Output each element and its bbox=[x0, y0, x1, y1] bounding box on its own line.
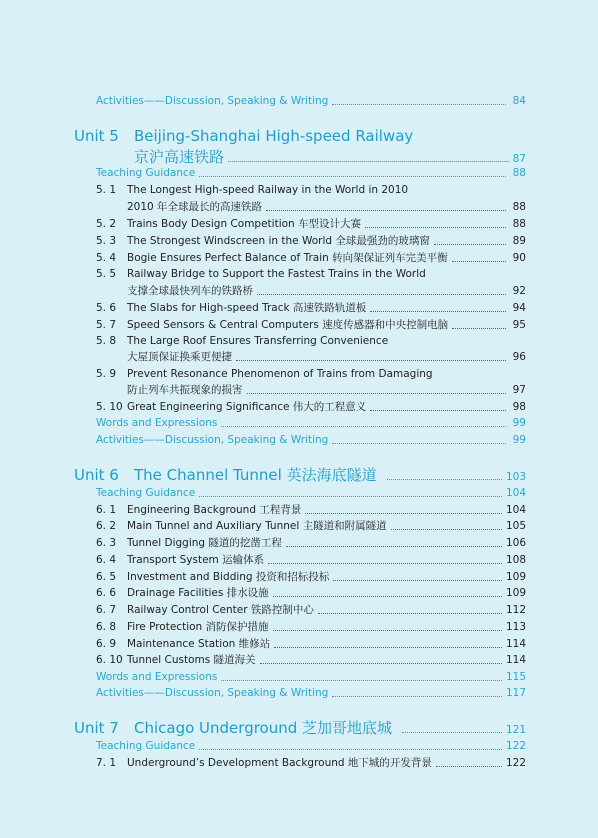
section-number: 6. 7 bbox=[96, 604, 117, 616]
toc-label: Teaching Guidance bbox=[96, 487, 196, 499]
dot-leader bbox=[436, 766, 502, 767]
toc-label: Words and Expressions bbox=[96, 417, 218, 429]
dot-leader bbox=[318, 613, 502, 614]
toc-entry[interactable] bbox=[96, 334, 526, 348]
unit-number: Unit 7 bbox=[74, 719, 119, 737]
section-number: 6. 9 bbox=[96, 638, 117, 650]
page-number: 95 bbox=[512, 319, 526, 331]
dot-leader bbox=[274, 647, 502, 648]
section-number: 7. 1 bbox=[96, 757, 117, 769]
dot-leader bbox=[452, 261, 506, 262]
toc-entry-continued[interactable] bbox=[96, 200, 526, 214]
section-number: 5. 8 bbox=[96, 335, 117, 347]
dot-leader bbox=[260, 663, 502, 664]
unit-heading[interactable] bbox=[74, 466, 526, 484]
page-number: 105 bbox=[505, 520, 526, 532]
section-number: 6. 4 bbox=[96, 554, 117, 566]
toc-entry[interactable] bbox=[96, 586, 526, 600]
page-number: 89 bbox=[512, 235, 526, 247]
dot-leader bbox=[257, 294, 506, 295]
section-number: 5. 1 bbox=[96, 184, 117, 196]
toc-entry[interactable] bbox=[96, 756, 526, 770]
toc-label-cn: 防止列车共振现象的损害 bbox=[127, 384, 243, 396]
page-number: 112 bbox=[505, 604, 526, 616]
page-number: 104 bbox=[505, 504, 526, 516]
toc-entry-continued[interactable] bbox=[96, 350, 526, 364]
toc-entry[interactable] bbox=[96, 217, 526, 231]
section-number: 5. 3 bbox=[96, 235, 117, 247]
section-number: 5. 6 bbox=[96, 302, 117, 314]
toc-label: Bogie Ensures Perfect Balance of Train 转向架保证列车完美平衡 bbox=[127, 252, 448, 264]
toc-entry[interactable] bbox=[96, 553, 526, 567]
dot-leader bbox=[305, 513, 502, 514]
page-number: 99 bbox=[512, 434, 526, 446]
page-number: 122 bbox=[505, 740, 526, 752]
page-number: 121 bbox=[505, 724, 526, 736]
page-number: 113 bbox=[505, 621, 526, 633]
dot-leader bbox=[273, 630, 502, 631]
toc-label: Activities——Discussion, Speaking & Writing bbox=[96, 434, 329, 446]
toc-entry[interactable] bbox=[96, 251, 526, 265]
unit-heading[interactable] bbox=[74, 127, 413, 145]
toc-label: The Longest High-speed Railway in the World in 2010 bbox=[127, 184, 409, 196]
toc-label: Prevent Resonance Phenomenon of Trains from Damaging bbox=[127, 368, 433, 380]
toc-entry[interactable] bbox=[96, 519, 526, 533]
dot-leader bbox=[452, 328, 506, 329]
toc-label: Fire Protection 消防保护措施 bbox=[127, 621, 269, 633]
toc-label: Investment and Bidding 投资和招标投标 bbox=[127, 571, 330, 583]
toc-entry[interactable] bbox=[96, 603, 526, 617]
toc-entry[interactable] bbox=[96, 267, 526, 281]
toc-label: Speed Sensors & Central Computers 速度传感器和中央控制电脑 bbox=[127, 319, 449, 331]
page-number: 88 bbox=[512, 218, 526, 230]
dot-leader bbox=[370, 410, 506, 411]
toc-label: Tunnel Digging 隧道的挖凿工程 bbox=[127, 537, 282, 549]
section-number: 5. 9 bbox=[96, 368, 117, 380]
section-number: 6. 1 bbox=[96, 504, 117, 516]
toc-label: Teaching Guidance bbox=[96, 740, 196, 752]
dot-leader bbox=[402, 732, 502, 733]
dot-leader bbox=[332, 104, 506, 105]
toc-label: Drainage Facilities 排水设施 bbox=[127, 587, 269, 599]
page-number: 117 bbox=[505, 687, 526, 699]
dot-leader bbox=[266, 210, 506, 211]
dot-leader bbox=[228, 161, 509, 162]
dot-leader bbox=[199, 176, 506, 177]
toc-entry[interactable] bbox=[96, 367, 526, 381]
toc-label: Railway Control Center 铁路控制中心 bbox=[127, 604, 314, 616]
toc-entry[interactable] bbox=[96, 670, 526, 684]
toc-label: Activities——Discussion, Speaking & Writing bbox=[96, 687, 329, 699]
toc-label: Engineering Background 工程背景 bbox=[127, 504, 302, 516]
toc-label: The Large Roof Ensures Transferring Convenience bbox=[127, 335, 389, 347]
unit-number: Unit 5 bbox=[74, 127, 119, 145]
page-number: 108 bbox=[505, 554, 526, 566]
toc-entry[interactable] bbox=[96, 234, 526, 248]
toc-label-cn: 2010 年全球最长的高速铁路 bbox=[127, 201, 263, 213]
unit-title: Beijing-Shanghai High-speed Railway bbox=[134, 127, 414, 145]
toc-entry[interactable] bbox=[96, 739, 526, 753]
page-number: 96 bbox=[512, 351, 526, 363]
dot-leader bbox=[268, 563, 502, 564]
section-number: 5. 5 bbox=[96, 268, 117, 280]
dot-leader bbox=[286, 546, 502, 547]
toc-entry[interactable] bbox=[96, 637, 526, 651]
dot-leader bbox=[221, 680, 502, 681]
page-number: 99 bbox=[512, 417, 526, 429]
toc-label: Trains Body Design Competition 车型设计大赛 bbox=[127, 218, 362, 230]
unit-title: The Channel Tunnel 英法海底隧道 bbox=[134, 466, 377, 484]
dot-leader bbox=[434, 244, 506, 245]
page-number: 94 bbox=[512, 302, 526, 314]
dot-leader bbox=[199, 749, 502, 750]
section-number: 6. 6 bbox=[96, 587, 117, 599]
dot-leader bbox=[247, 393, 507, 394]
toc-label: Teaching Guidance bbox=[96, 167, 196, 179]
dot-leader bbox=[332, 443, 506, 444]
toc-label: Tunnel Customs 隧道海关 bbox=[127, 654, 256, 666]
section-number: 6. 8 bbox=[96, 621, 117, 633]
toc-label-cn: 支撑全球最快列车的铁路桥 bbox=[127, 285, 253, 297]
toc-entry[interactable] bbox=[96, 686, 526, 700]
page-number: 92 bbox=[512, 285, 526, 297]
dot-leader bbox=[199, 496, 502, 497]
toc-entry[interactable] bbox=[96, 536, 526, 550]
section-number: 6. 5 bbox=[96, 571, 117, 583]
page-number: 114 bbox=[505, 654, 526, 666]
toc-entry[interactable] bbox=[96, 318, 526, 332]
section-number: 5. 10 bbox=[96, 401, 123, 413]
page-number: 87 bbox=[512, 153, 526, 165]
page-number: 98 bbox=[512, 401, 526, 413]
toc-label: Great Engineering Significance 伟大的工程意义 bbox=[127, 401, 367, 413]
dot-leader bbox=[273, 596, 502, 597]
page-number: 114 bbox=[505, 638, 526, 650]
unit-title-cn: 京沪高速铁路 bbox=[134, 148, 225, 166]
dot-leader bbox=[221, 426, 506, 427]
unit-title: Chicago Underground 芝加哥地底城 bbox=[134, 719, 393, 737]
section-number: 6. 10 bbox=[96, 654, 123, 666]
section-number: 6. 3 bbox=[96, 537, 117, 549]
toc-entry-continued[interactable] bbox=[96, 284, 526, 298]
toc-label: Words and Expressions bbox=[96, 671, 218, 683]
page-number: 122 bbox=[505, 757, 526, 769]
section-number: 6. 2 bbox=[96, 520, 117, 532]
toc-entry[interactable] bbox=[96, 653, 526, 667]
dot-leader bbox=[333, 580, 502, 581]
toc-entry[interactable] bbox=[96, 503, 526, 517]
page-number: 103 bbox=[505, 471, 526, 483]
toc-entry[interactable] bbox=[96, 183, 526, 197]
dot-leader bbox=[370, 311, 506, 312]
page-number: 106 bbox=[505, 537, 526, 549]
toc-label: Transport System 运输体系 bbox=[127, 554, 265, 566]
section-number: 5. 2 bbox=[96, 218, 117, 230]
toc-entry[interactable] bbox=[96, 486, 526, 500]
section-number: 5. 4 bbox=[96, 252, 117, 264]
page-number: 88 bbox=[512, 167, 526, 179]
unit-number: Unit 6 bbox=[74, 466, 119, 484]
toc-label: The Slabs for High-speed Track 高速铁路轨道板 bbox=[127, 302, 367, 314]
page-number: 84 bbox=[512, 95, 526, 107]
toc-entry[interactable] bbox=[96, 433, 526, 447]
toc-label: Railway Bridge to Support the Fastest Trains in the World bbox=[127, 268, 426, 280]
toc-label: Underground’s Development Background 地下城的开发背景 bbox=[127, 757, 432, 769]
dot-leader bbox=[365, 227, 506, 228]
toc-entry-continued[interactable] bbox=[96, 383, 526, 397]
toc-entry[interactable] bbox=[96, 301, 526, 315]
dot-leader bbox=[332, 696, 502, 697]
page-number: 109 bbox=[505, 571, 526, 583]
toc-entry[interactable] bbox=[96, 620, 526, 634]
page-number: 90 bbox=[512, 252, 526, 264]
toc-label-cn: 大屋顶保证换乘更便捷 bbox=[127, 351, 232, 363]
toc-label: Main Tunnel and Auxiliary Tunnel 主隧道和附属隧道 bbox=[127, 520, 387, 532]
toc-entry[interactable] bbox=[96, 166, 526, 180]
toc-label: The Strongest Windscreen in the World 全球最强劲的玻璃窗 bbox=[127, 235, 430, 247]
toc-label: Activities——Discussion, Speaking & Writing bbox=[96, 95, 329, 107]
page-number: 104 bbox=[505, 487, 526, 499]
dot-leader bbox=[391, 529, 502, 530]
dot-leader bbox=[387, 479, 502, 480]
toc-entry[interactable] bbox=[96, 94, 526, 108]
toc-label: Maintenance Station 维修站 bbox=[127, 638, 271, 650]
toc-entry[interactable] bbox=[96, 570, 526, 584]
unit-heading-cn[interactable] bbox=[134, 148, 526, 166]
page-number: 115 bbox=[505, 671, 526, 683]
page-number: 109 bbox=[505, 587, 526, 599]
page-number: 88 bbox=[512, 201, 526, 213]
page-number: 97 bbox=[512, 384, 526, 396]
section-number: 5. 7 bbox=[96, 319, 117, 331]
dot-leader bbox=[236, 360, 506, 361]
toc-entry[interactable] bbox=[96, 416, 526, 430]
toc-entry[interactable] bbox=[96, 400, 526, 414]
unit-heading[interactable] bbox=[74, 719, 526, 737]
